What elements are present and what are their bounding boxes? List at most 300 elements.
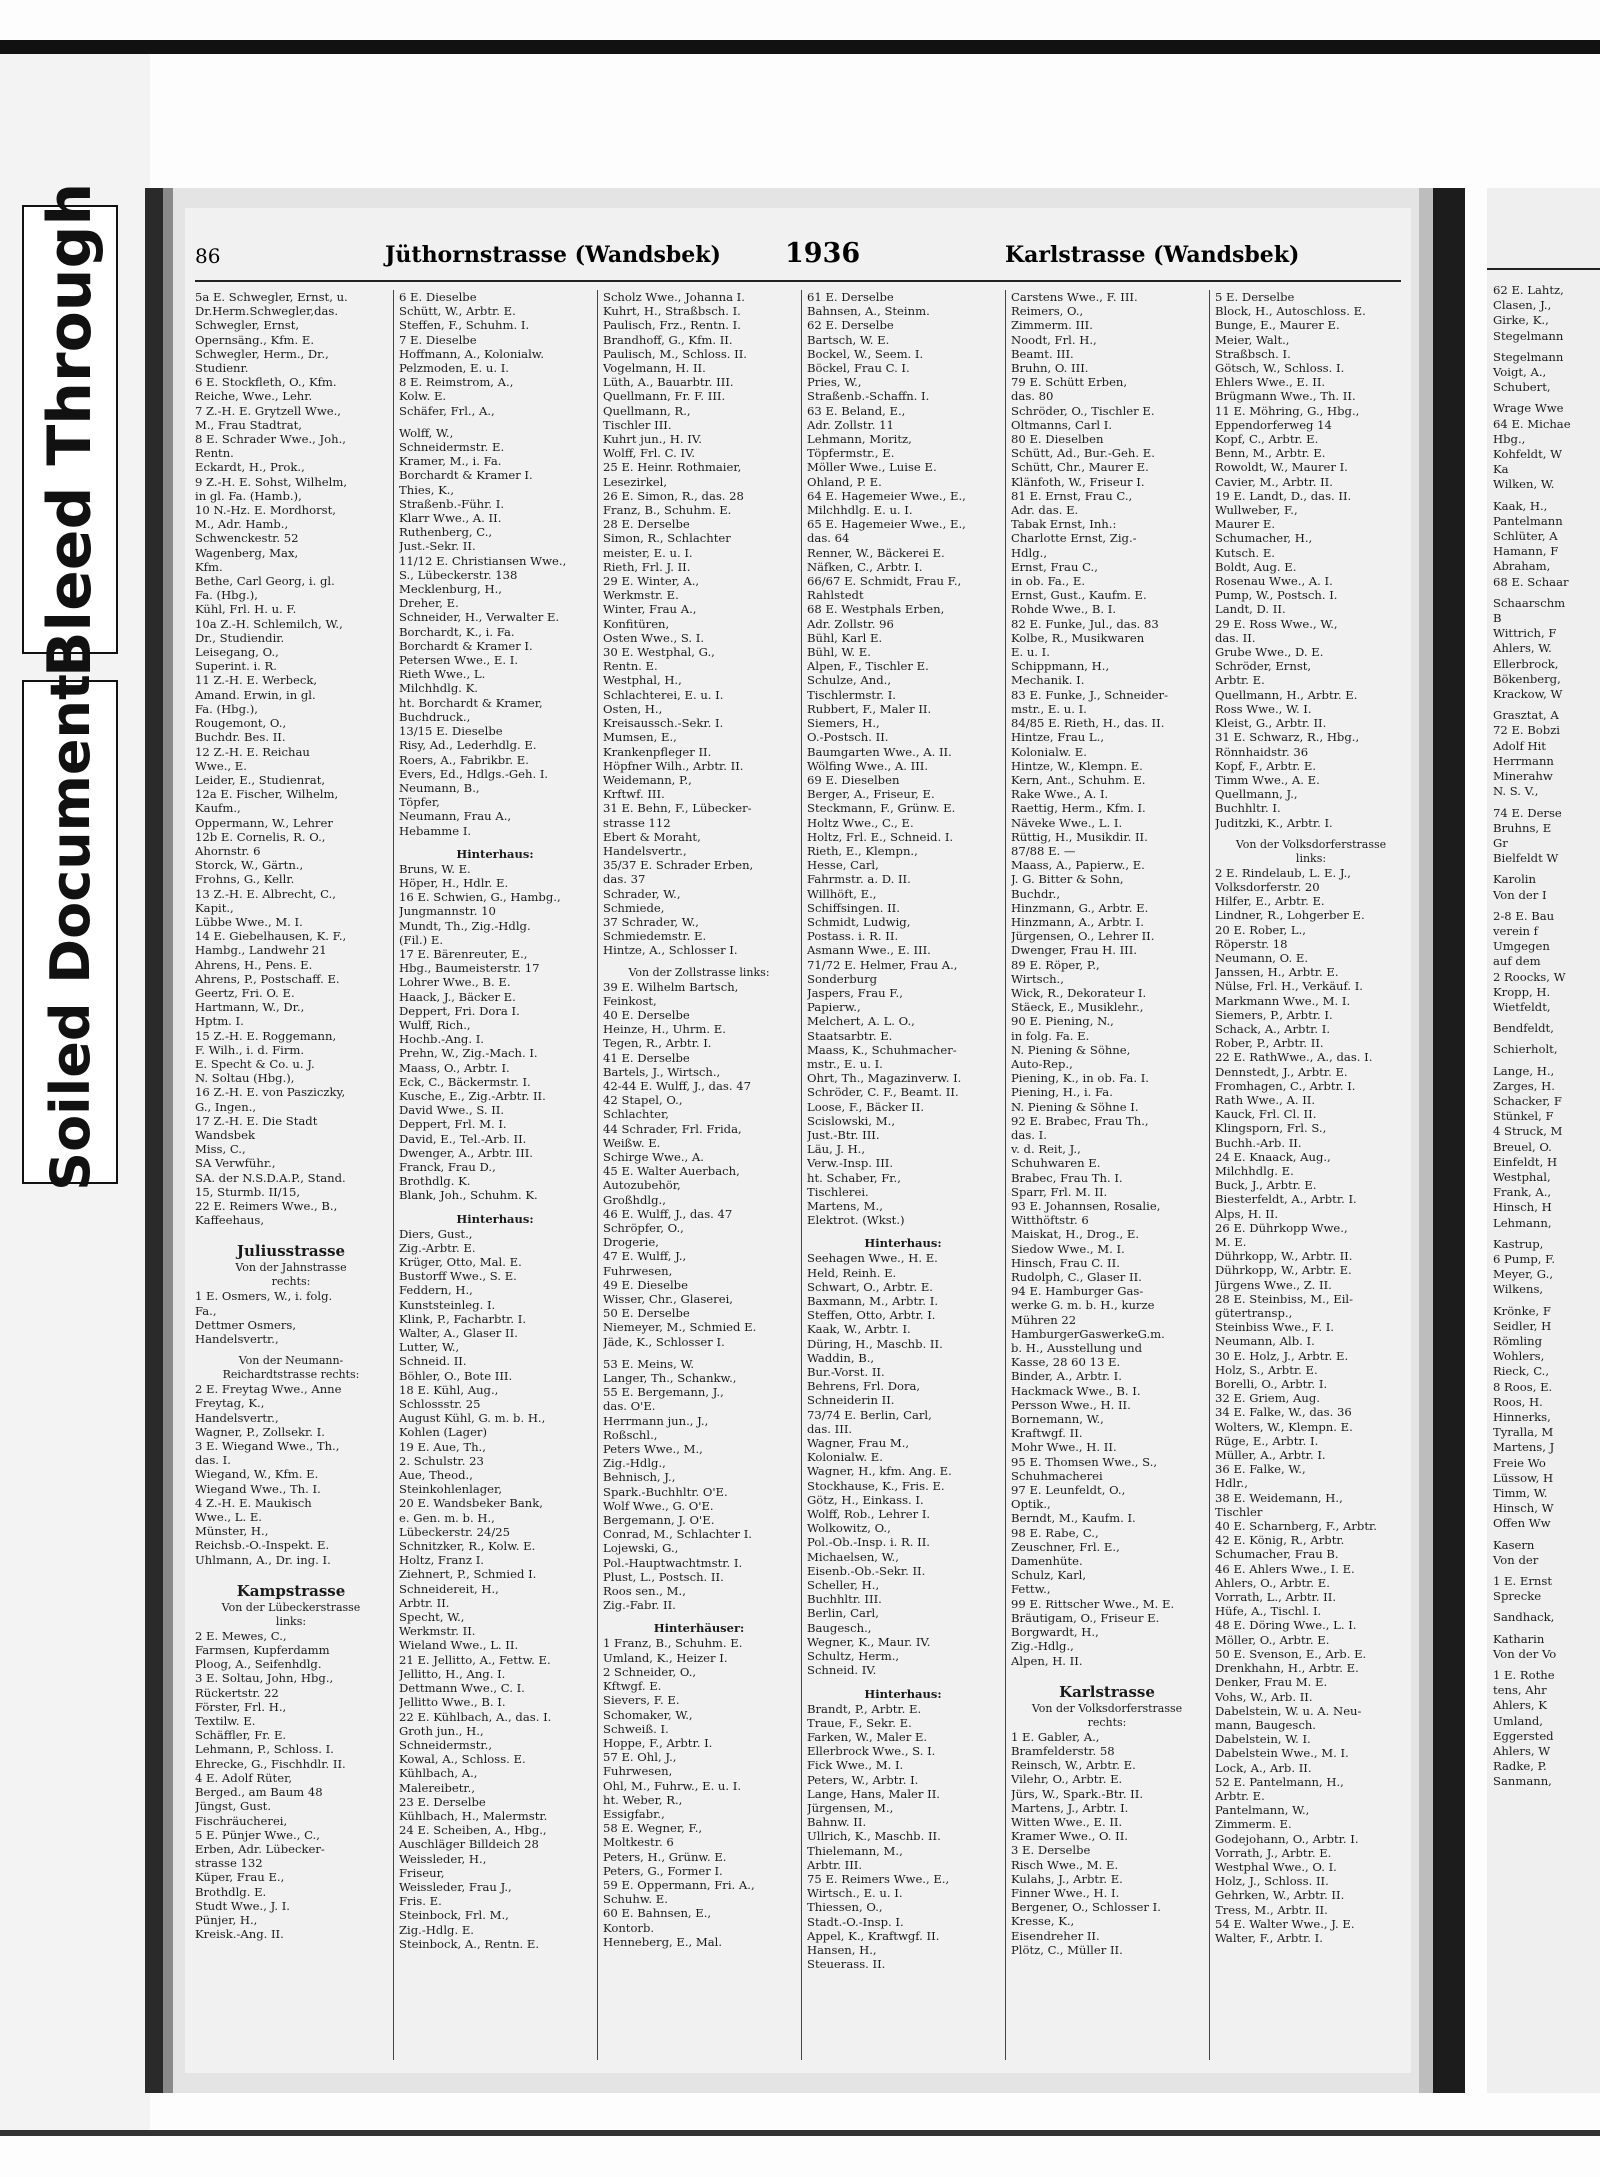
next-page-column: [1493, 283, 1600, 1790]
directory-entry: Fuhrwesen,: [603, 1263, 673, 1278]
directory-entry: Krftwf. III.: [603, 787, 665, 802]
directory-entry: Rieth, E., Klempn.,: [807, 843, 918, 858]
directory-entry: Bartsch, W. E.: [807, 332, 890, 347]
directory-entry: Thielemann, M.,: [807, 1843, 903, 1858]
directory-entry: Just.-Sekr. II.: [399, 539, 476, 554]
directory-entry: Pelzmoden, E. u. I.: [399, 361, 509, 376]
street-direction-note: Von der Lübeckerstrasse: [221, 1600, 361, 1614]
directory-entry: Oltmanns, Carl I.: [1011, 417, 1113, 432]
directory-entry: Mohr Wwe., H. II.: [1011, 1440, 1117, 1455]
next-page-fragment: Girke, K.,: [1493, 313, 1549, 328]
directory-entry: Reichsb.-O.-Inspekt. E.: [195, 1538, 330, 1553]
directory-entry: Schomaker, W.,: [603, 1707, 693, 1722]
directory-entry: Rieth Wwe., L.: [399, 667, 486, 682]
directory-entry: Ohland, P. E.: [807, 474, 882, 489]
directory-entry: Ehrecke, G., Fischhdlr. II.: [195, 1756, 346, 1771]
next-page-fragment: Wittrich, F: [1493, 626, 1557, 641]
directory-entry: Arbtr. E.: [1215, 1788, 1265, 1803]
directory-entry: Borchardt & Kramer I.: [399, 638, 533, 653]
directory-entry: Tischlerei.: [807, 1184, 869, 1199]
directory-entry: Vohs, W., Arb. II.: [1215, 1689, 1313, 1704]
next-page-fragment: Kohfeldt, W: [1493, 447, 1563, 462]
directory-entry: Lojewski, G.,: [603, 1541, 679, 1556]
directory-entry: 2 E. Rindelaub, L. E. J.,: [1215, 865, 1351, 880]
directory-entry: 11/12 E. Christiansen Wwe.,: [399, 553, 567, 568]
directory-entry: Berger, A., Friseur, E.: [807, 787, 935, 802]
directory-entry: Klingsporn, Frl. S.,: [1215, 1121, 1327, 1136]
directory-entry: 8 E. Schrader Wwe., Joh.,: [195, 432, 346, 447]
directory-entry: Schröder, Ernst,: [1215, 659, 1312, 674]
next-page-fragment: Kastrup,: [1493, 1236, 1544, 1251]
directory-entry: Witthöftstr. 6: [1011, 1213, 1089, 1228]
directory-entry: 15, Sturmb. II/15,: [195, 1184, 301, 1199]
directory-entry: Willhöft, E.,: [807, 886, 877, 901]
directory-entry: 30 E. Westphal, G.,: [603, 645, 715, 660]
directory-entry: Wolkowitz, O.,: [807, 1521, 891, 1536]
directory-entry: 59 E. Oppermann, Fri. A.,: [603, 1877, 755, 1892]
directory-entry: SA Verwführ.,: [195, 1156, 276, 1171]
directory-entry: Dührkopp, W., Arbtr. E.: [1215, 1263, 1352, 1278]
directory-entry: Maass, O., Arbtr. I.: [399, 1060, 510, 1075]
directory-entry: Quellmann, H., Arbtr. E.: [1215, 687, 1358, 702]
directory-entry: Neumann, Frau A.,: [399, 809, 512, 824]
directory-entry: Buchdr.,: [1011, 886, 1061, 901]
directory-entry: Zig.-Hdlg.,: [1011, 1639, 1074, 1654]
directory-entry: 38 E. Weidemann, H.,: [1215, 1490, 1343, 1505]
directory-entry: Bergemann, J. O'E.: [603, 1513, 715, 1528]
directory-entry: Dr.Herm.Schwegler,das.: [195, 304, 339, 319]
directory-entry: Ploog, A., Seifenhdlg.: [195, 1657, 322, 1672]
directory-entry: Neumann, Alb. I.: [1215, 1334, 1315, 1349]
directory-entry: Hochb.-Ang. I.: [399, 1032, 484, 1047]
directory-entry: Eisenb.-Ob.-Sekr. II.: [807, 1563, 926, 1578]
next-page-fragment: Katharin: [1493, 1631, 1545, 1646]
directory-entry: Bruhn, O. III.: [1011, 361, 1089, 376]
directory-entry: Binder, A., Arbtr. I.: [1011, 1369, 1122, 1384]
directory-entry: 57 E. Ohl, J.,: [603, 1750, 677, 1765]
directory-entry: 5 E. Pünjer Wwe., C.,: [195, 1827, 320, 1842]
directory-entry: Piening, H., i. Fa.: [1011, 1085, 1113, 1100]
directory-entry: Noodt, Frl. H.,: [1011, 332, 1097, 347]
directory-entry: strasse 112: [603, 815, 671, 830]
directory-entry: ht. Weber, R.,: [603, 1792, 683, 1807]
directory-entry: Hinzmann, A., Arbtr. I.: [1011, 914, 1144, 929]
spacer: [195, 1567, 387, 1575]
directory-entry: 58 E. Wegner, F.,: [603, 1821, 703, 1836]
spacer: [603, 958, 795, 966]
directory-entry: Rougemont, O.,: [195, 716, 287, 731]
street-direction-note: Von der Volksdorferstrasse: [1031, 1701, 1183, 1715]
directory-entry: Mechanik. I.: [1011, 673, 1085, 688]
directory-entry: N. Piening & Söhne,: [1011, 1042, 1131, 1057]
directory-entry: 49 E. Dieselbe: [603, 1277, 688, 1292]
directory-entry: Bühl, W. E.: [807, 645, 871, 660]
directory-entry: Holtz Wwe., C., E.: [807, 815, 914, 830]
directory-entry: Röperstr. 18: [1215, 936, 1288, 951]
spacer: [603, 1612, 795, 1620]
building-part-heading: Hinterhäuser:: [653, 1621, 745, 1636]
directory-entry: in folg. Fa. E.: [1011, 1028, 1090, 1043]
header-left-street: Jüthornstrasse (Wandsbek): [385, 242, 721, 268]
directory-entry: Hesse, Carl,: [807, 858, 879, 873]
directory-entry: 2. Schulstr. 23: [399, 1453, 484, 1468]
directory-entry: Straßenb.-Führ. I.: [399, 496, 505, 511]
directory-entry: Baugesch.,: [807, 1620, 872, 1635]
street-direction-note: Von der Neumann-: [238, 1354, 344, 1368]
directory-entry: Wolff, W.,: [399, 425, 454, 440]
directory-entry: 20 E. Rober, L.,: [1215, 922, 1306, 937]
directory-entry: Pump, W., Postsch. I.: [1215, 588, 1338, 603]
directory-entry: O.-Postsch. II.: [807, 730, 889, 745]
directory-entry: Quellmann, Fr. F. III.: [603, 389, 726, 404]
directory-entry: mstr., E. u. I.: [1011, 701, 1087, 716]
directory-entry: Thies, K.,: [399, 482, 455, 497]
directory-entry: Schwegler, Ernst,: [195, 318, 300, 333]
directory-entry: Wirtsch.,: [1011, 971, 1064, 986]
directory-entry: Mumsen, E.,: [603, 730, 677, 745]
next-page-fragment: Rieck, C.,: [1493, 1364, 1550, 1379]
directory-entry: Kolonialw. E.: [807, 1450, 883, 1465]
directory-column-3: [603, 290, 795, 2060]
next-page-fragment: Timm, W.: [1493, 1486, 1548, 1501]
directory-entry: Großhdlg.,: [603, 1192, 666, 1207]
directory-entry: Stadt.-O.-Insp. I.: [807, 1914, 904, 1929]
header-year: 1936: [785, 238, 861, 269]
directory-entry: in gl. Fa. (Hamb.),: [195, 488, 302, 503]
directory-entry: 34 E. Falke, W., das. 36: [1215, 1405, 1352, 1420]
directory-entry: Fa. (Hbg.),: [195, 701, 258, 716]
directory-entry: Ellerbrock Wwe., S. I.: [807, 1744, 936, 1759]
directory-entry: Zimmerm. III.: [1011, 318, 1093, 333]
directory-entry: Roos sen., M.,: [603, 1584, 686, 1599]
directory-entry: Borelli, O., Arbtr. I.: [1215, 1377, 1328, 1392]
next-page-fragment: Lehmann,: [1493, 1215, 1552, 1230]
directory-entry: Buchdruck.,: [399, 709, 471, 724]
directory-entry: Drogerie,: [603, 1235, 659, 1250]
directory-entry: Dabelstein, W. I.: [1215, 1732, 1311, 1747]
directory-entry: 12b E. Cornelis, R. O.,: [195, 829, 326, 844]
directory-entry: Holz, S., Arbtr. E.: [1215, 1362, 1318, 1377]
next-page-fragment: Einfeldt, H: [1493, 1154, 1558, 1169]
directory-column-5: [1011, 290, 1203, 2060]
directory-entry: Höpfner Wilh., Arbtr. II.: [603, 758, 744, 773]
directory-entry: Kuhrt, H., Straßbsch. I.: [603, 304, 741, 319]
next-page-fragment: Römling: [1493, 1334, 1543, 1348]
directory-entry: Peters, G., Former I.: [603, 1863, 723, 1878]
directory-entry: v. d. Reit, J.,: [1011, 1142, 1081, 1157]
next-page-fragment: Pantelmann: [1493, 513, 1563, 528]
directory-entry: Rückertstr. 22: [195, 1685, 279, 1700]
directory-entry: Schiffsingen. II.: [807, 900, 900, 915]
directory-entry: 24 E. Knaack, Aug.,: [1215, 1149, 1331, 1164]
directory-entry: Reinsch, W., Arbtr. E.: [1011, 1758, 1136, 1773]
directory-entry: Groth jun., H.,: [399, 1723, 484, 1738]
directory-entry: das. II.: [1215, 630, 1256, 645]
directory-entry: Lehmann, Moritz,: [807, 432, 912, 447]
directory-entry: Kopf, C., Arbtr. E.: [1215, 432, 1319, 447]
next-page-fragment: Abraham,: [1493, 559, 1551, 574]
directory-entry: Lock, A., Arb. II.: [1215, 1760, 1312, 1775]
directory-entry: Klink, P., Facharbtr. I.: [399, 1311, 527, 1326]
next-page-fragment: Stünkel, F: [1493, 1109, 1554, 1124]
directory-entry: das. O'E.: [603, 1399, 656, 1414]
directory-entry: 66/67 E. Schmidt, Frau F.,: [807, 574, 962, 589]
directory-entry: Götsch, W., Schloss. I.: [1215, 361, 1345, 376]
directory-entry: Hintze, A., Schlosser I.: [603, 943, 738, 958]
building-part-heading: Hinterhaus:: [456, 1211, 534, 1226]
directory-entry: Zig.-Hdlg. E.: [399, 1922, 474, 1937]
directory-entry: Wick, R., Dekorateur I.: [1011, 985, 1147, 1000]
gutter-shadow: [1419, 188, 1433, 2093]
directory-entry: Sparr, Frl. M. II.: [1011, 1184, 1108, 1199]
directory-entry: Borgwardt, H.,: [1011, 1625, 1099, 1640]
street-direction-note: Von der Jahnstrasse: [235, 1261, 347, 1275]
directory-entry: Schütt, W., Arbtr. E.: [399, 304, 516, 319]
directory-entry: Lüth, A., Bauarbtr. III.: [603, 375, 734, 390]
directory-entry: Niemeyer, M., Schmied E.: [603, 1320, 757, 1335]
directory-entry: 2 Schneider, O.,: [603, 1664, 697, 1679]
directory-entry: Pantelmann, W.,: [1215, 1803, 1310, 1818]
directory-entry: Beamt. III.: [1011, 346, 1074, 361]
directory-entry: Peters Wwe., M.,: [603, 1442, 703, 1457]
street-direction-note: links:: [275, 1614, 307, 1628]
directory-entry: Charlotte Ernst, Zig.-: [1011, 531, 1137, 546]
directory-entry: 84/85 E. Rieth, H., das. II.: [1011, 716, 1165, 731]
directory-entry: Ohrt, Th., Magazinverw. I.: [807, 1071, 962, 1086]
directory-entry: Schuhwaren E.: [1011, 1156, 1101, 1171]
directory-entry: Schwart, O., Arbtr. E.: [807, 1279, 933, 1294]
directory-entry: 80 E. Dieselben: [1011, 432, 1104, 447]
directory-entry: Jürgens Wwe., Z. II.: [1215, 1277, 1332, 1292]
directory-entry: Zimmerm. E.: [1215, 1817, 1292, 1832]
directory-entry: Jungmannstr. 10: [399, 904, 496, 919]
directory-entry: Wiegand Wwe., Th. I.: [195, 1481, 321, 1496]
directory-entry: 60 E. Bahnsen, E.,: [603, 1906, 712, 1921]
directory-entry: Superint. i. R.: [195, 659, 277, 674]
directory-entry: E. Specht & Co. u. J.: [195, 1056, 315, 1071]
directory-entry: Osten Wwe., S. I.: [603, 630, 705, 645]
next-page-fragment: 1 E. Rothe: [1493, 1668, 1555, 1683]
next-page-fragment: Herrmann: [1493, 753, 1554, 768]
directory-entry: Töpfer,: [399, 795, 440, 810]
next-page-fragment: 68 E. Schaar: [1493, 574, 1569, 589]
directory-entry: strasse 132: [195, 1856, 263, 1871]
directory-entry: Weidemann, P.,: [603, 772, 692, 787]
directory-entry: 19 E. Landt, D., das. II.: [1215, 488, 1352, 503]
directory-entry: Peters, W., Arbtr. I.: [807, 1772, 919, 1787]
next-page-fragment: 2-8 E. Bau: [1493, 908, 1555, 923]
directory-entry: 93 E. Johannsen, Rosalie,: [1011, 1199, 1161, 1213]
next-page-fragment: Wohlers,: [1493, 1349, 1545, 1364]
next-page-fragment: Hinsch, H: [1493, 1200, 1552, 1215]
directory-entry: 31 E. Behn, F., Lübecker-: [603, 801, 752, 816]
directory-entry: Hilfer, E., Arbtr. E.: [1215, 894, 1325, 909]
directory-entry: Ahornstr. 6: [195, 843, 261, 858]
directory-entry: Schwenckestr. 52: [195, 531, 299, 546]
directory-entry: Wiegand, W., Kfm. E.: [195, 1467, 319, 1482]
directory-entry: Steinkohlenlager,: [399, 1482, 503, 1497]
directory-entry: Tischler III.: [603, 417, 672, 432]
building-part-heading: Hinterhaus:: [864, 1236, 942, 1251]
directory-entry: Walter, F., Arbtr. I.: [1215, 1930, 1323, 1945]
street-direction-note: rechts:: [271, 1275, 311, 1289]
next-page-fragment: Schlüter, A: [1493, 529, 1558, 544]
next-page-fragment: Stegelmann: [1493, 349, 1564, 364]
directory-entry: 17 E. Bärenreuter, E.,: [399, 946, 528, 961]
directory-entry: Berged., am Baum 48: [195, 1785, 323, 1800]
directory-entry: Schneidermstr.,: [399, 1737, 493, 1752]
next-page-fragment: Wilkens,: [1493, 1282, 1544, 1297]
directory-entry: Oppermann, W., Lehrer: [195, 815, 333, 830]
directory-entry: Deppert, Fri. Dora I.: [399, 1003, 520, 1018]
directory-entry: Brabec, Frau Th. I.: [1011, 1170, 1123, 1185]
bleed-through-stamp: [22, 182, 118, 677]
spacer: [399, 418, 591, 426]
directory-entry: Amand. Erwin, in gl.: [195, 687, 316, 702]
directory-entry: Martens, J., Arbtr. I.: [1011, 1800, 1129, 1815]
directory-entry: Feinkost,: [603, 993, 657, 1008]
directory-entry: David, E., Tel.-Arb. II.: [399, 1131, 527, 1146]
directory-entry: Tischler: [1215, 1504, 1263, 1519]
directory-entry: Godejohann, O., Arbtr. I.: [1215, 1831, 1359, 1846]
directory-entry: Werkmstr. II.: [399, 1624, 476, 1639]
next-page-fragment: Kropp, H.: [1493, 984, 1551, 999]
directory-entry: 5 E. Derselbe: [1215, 290, 1295, 304]
directory-entry: Weissleder, Frau J.,: [399, 1879, 512, 1894]
directory-entry: Malereibetr.,: [399, 1780, 476, 1795]
directory-entry: Persson Wwe., H. II.: [1011, 1397, 1131, 1412]
next-page-fragment: Von der Vo: [1493, 1646, 1557, 1661]
directory-entry: Spark.-Buchhltr. O'E.: [603, 1484, 728, 1499]
directory-entry: 28 E. Derselbe: [603, 517, 690, 532]
directory-entry: 1 Franz, B., Schuhm. E.: [603, 1636, 743, 1651]
directory-entry: Schulze, And.,: [807, 673, 892, 688]
next-page-fragment: Bendfeldt,: [1493, 1021, 1554, 1036]
directory-entry: Lehmann, P., Schloss. I.: [195, 1742, 334, 1757]
directory-entry: Grube Wwe., D. E.: [1215, 645, 1324, 660]
directory-entry: Markmann Wwe., M. I.: [1215, 993, 1351, 1008]
directory-entry: Kohlen (Lager): [399, 1425, 488, 1440]
directory-entry: Simon, R., Schlachter: [603, 531, 731, 546]
next-page-fragment: Ahlers, W.: [1493, 641, 1552, 656]
directory-entry: Schlachterei, E. u. I.: [603, 687, 724, 702]
next-page-fragment: Westphal,: [1493, 1169, 1551, 1184]
directory-entry: Geertz, Fri. O. E.: [195, 985, 295, 1000]
directory-entry: 19 E. Aue, Th.,: [399, 1439, 486, 1454]
directory-entry: Winter, Frau A.,: [603, 602, 697, 617]
directory-entry: Steuerass. II.: [807, 1957, 886, 1972]
directory-entry: Schröder, C. F., Beamt. II.: [807, 1085, 959, 1100]
next-page-fragment: Tyralla, M: [1493, 1425, 1554, 1440]
directory-entry: Fahrmstr. a. D. II.: [807, 872, 911, 887]
directory-entry: G., Ingen.,: [195, 1099, 257, 1114]
directory-entry: Konfitüren,: [603, 616, 670, 631]
directory-entry: Hüfe, A., Tischl. I.: [1215, 1604, 1322, 1619]
directory-entry: Kftwgf. E.: [603, 1679, 662, 1694]
directory-entry: Hinsch, Frau C. II.: [1011, 1255, 1120, 1270]
next-page-fragment: Grasztat, A: [1493, 708, 1559, 723]
directory-entry: Töpfermstr., E.: [807, 446, 895, 461]
directory-entry: Zig.-Fabr. II.: [603, 1598, 676, 1613]
directory-entry: Farken, W., Maler E.: [807, 1729, 928, 1744]
directory-entry: 7 E. Dieselbe: [399, 332, 477, 347]
directory-entry: Vorrath, J., Arbtr. E.: [1215, 1845, 1332, 1860]
directory-entry: 95 E. Thomsen Wwe., S.,: [1011, 1454, 1158, 1469]
directory-entry: Wirtsch., E. u. I.: [807, 1886, 903, 1901]
directory-entry: Rath Wwe., A. II.: [1215, 1092, 1316, 1107]
directory-entry: Kern, Ant., Schuhm. E.: [1011, 772, 1146, 787]
directory-entry: Schneid. II.: [399, 1354, 467, 1369]
directory-entry: Schweiß. I.: [603, 1721, 669, 1736]
directory-entry: 10 N.-Hz. E. Mordhorst,: [195, 503, 336, 518]
directory-entry: mstr., E. u. I.: [807, 1056, 883, 1071]
directory-entry: Rahlstedt: [807, 588, 864, 603]
column-rule: [1209, 290, 1210, 2060]
next-page-fragment: Ka: [1493, 462, 1509, 477]
directory-entry: Just.-Btr. III.: [807, 1127, 880, 1142]
directory-entry: Ebert & Moraht,: [603, 829, 701, 844]
directory-entry: Schröpfer, O.,: [603, 1221, 684, 1235]
directory-entry: Ruthenberg, C.,: [399, 525, 493, 540]
directory-entry: Kusche, E., Zig.-Arbtr. II.: [399, 1088, 546, 1103]
directory-entry: Berlin, Carl,: [807, 1606, 879, 1621]
directory-entry: 69 E. Dieselben: [807, 772, 900, 787]
directory-entry: Pünjer, H.,: [195, 1912, 258, 1927]
next-page-fragment: Schaarschm: [1493, 595, 1566, 610]
directory-entry: Hintze, W., Klempn. E.: [1011, 758, 1143, 773]
directory-entry: Weissleder, H.,: [399, 1851, 487, 1866]
directory-entry: das. 80: [1011, 389, 1054, 404]
directory-entry: Schmiedemstr. E.: [603, 929, 707, 944]
next-page-fragment: Sandhack,: [1493, 1610, 1555, 1625]
directory-entry: Wandsbek: [195, 1127, 255, 1142]
directory-entry: 50 E. Svenson, E., Arb. E.: [1215, 1646, 1367, 1661]
directory-entry: N. Piening & Söhne I.: [1011, 1099, 1139, 1114]
directory-entry: Finner Wwe., H. I.: [1011, 1885, 1120, 1900]
directory-entry: Fa. (Hbg.),: [195, 588, 258, 603]
directory-entry: Schütt, Chr., Maurer E.: [1011, 460, 1149, 475]
directory-entry: Handelsvertr.,: [195, 1410, 279, 1425]
directory-entry: Steckmann, F., Grünw. E.: [807, 801, 956, 816]
directory-entry: Loose, F., Bäcker II.: [807, 1099, 925, 1114]
directory-entry: Maurer E.: [1215, 517, 1276, 532]
next-page-fragment: Karolin: [1493, 872, 1536, 887]
next-page-fragment: Clasen, J.,: [1493, 298, 1552, 313]
directory-entry: 12a E. Fischer, Wilhelm,: [195, 787, 339, 802]
spacer: [399, 1203, 591, 1211]
directory-entry: Klänfoth, W., Friseur I.: [1011, 474, 1145, 489]
directory-entry: Münster, H.,: [195, 1524, 269, 1539]
directory-entry: 94 E. Hamburger Gas-: [1011, 1284, 1144, 1299]
next-page-fragment: Krönke, F: [1493, 1303, 1551, 1318]
directory-entry: Vilehr, O., Arbtr. E.: [1011, 1772, 1123, 1787]
directory-entry: Bartels, J., Wirtsch.,: [603, 1064, 721, 1079]
directory-entry: Boldt, Aug. E.: [1215, 559, 1297, 574]
directory-entry: Kutsch. E.: [1215, 545, 1275, 560]
directory-entry: 23 E. Derselbe: [399, 1794, 486, 1809]
directory-entry: Holtz, Franz I.: [399, 1553, 484, 1568]
directory-entry: 4 Z.-H. E. Maukisch: [195, 1495, 312, 1510]
directory-entry: Diers, Gust.,: [399, 1226, 473, 1241]
directory-entry: Rubbert, F., Maler II.: [807, 701, 932, 716]
directory-entry: Schmiede,: [603, 900, 665, 915]
directory-entry: Ernst, Frau C.,: [1011, 559, 1098, 574]
directory-entry: Handelsvertr.,: [603, 843, 687, 858]
directory-entry: Arbtr. III.: [807, 1857, 863, 1872]
spacer: [1011, 1668, 1203, 1676]
directory-entry: Storck, W., Gärtn.,: [195, 858, 304, 873]
directory-entry: Dennstedt, J., Arbtr. E.: [1215, 1064, 1348, 1079]
